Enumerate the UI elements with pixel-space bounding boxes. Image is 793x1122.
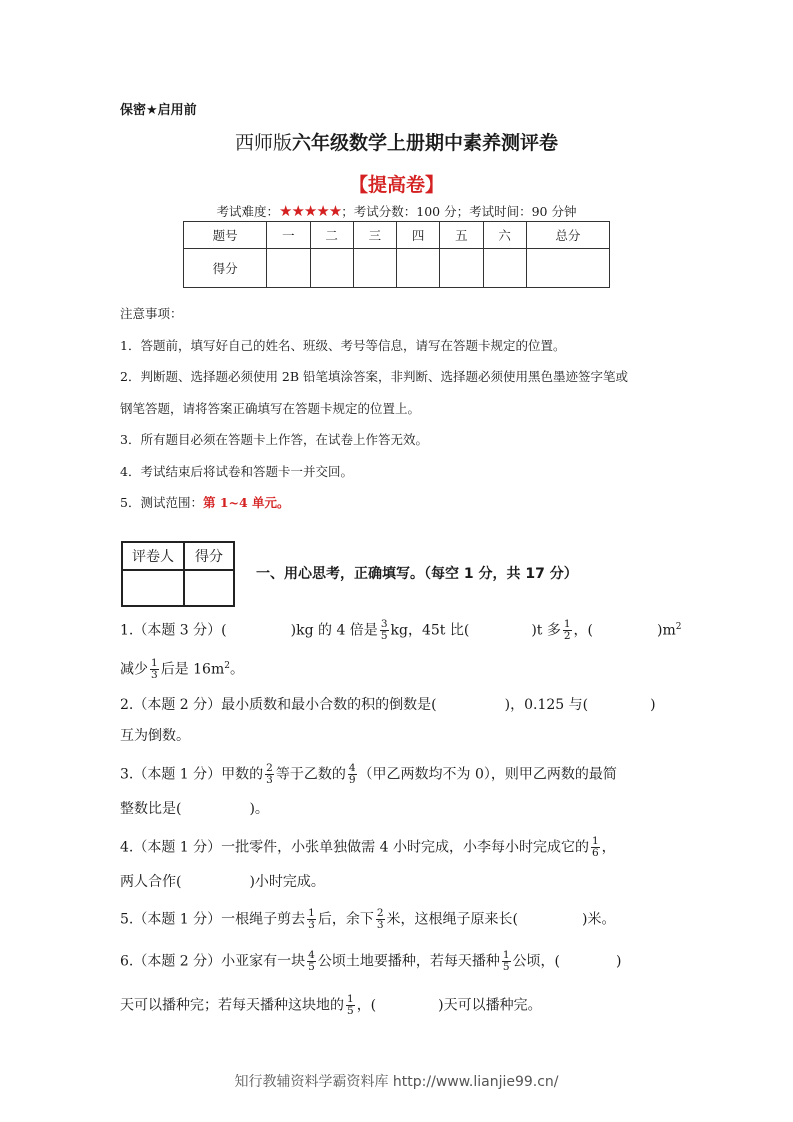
question-4-line-2: 两人合作( )小时完成。 xyxy=(120,874,325,890)
page-subtitle: 【提高卷】 xyxy=(348,174,444,196)
note-item: 4．考试结束后将试卷和答题卡一并交回。 xyxy=(120,463,353,479)
question-2-line-1: 2.（本题 2 分）最小质数和最小合数的积的倒数是( )，0.125 与( ) xyxy=(120,697,656,713)
question-6-line-1: 6.（本题 2 分）小亚家有一块 $\frac{4}{5}$ 公顷土地要播种，若每天播种 $\frac{1}{5}$ 公顷，( ) xyxy=(120,949,622,973)
fraction: $\frac{4}{5}$ xyxy=(308,949,315,973)
score-table-row xyxy=(184,249,610,288)
reviewer-cell xyxy=(122,570,184,606)
score-header-cell: 一 xyxy=(267,222,310,249)
section-1-heading: 一、用心思考，正确填写。（每空 1 分，共 17 分） xyxy=(256,566,578,582)
page-title xyxy=(0,128,793,155)
score-cell xyxy=(353,249,396,288)
question-3-line-1: 3.（本题 1 分）甲数的 $\frac{2}{3}$ 等于乙数的 $\frac{4}{9}$ （甲乙两数均不为 0），则甲乙两数的最简 xyxy=(120,762,617,786)
score-header-cell: 三 xyxy=(353,222,396,249)
score-header-cell: 四 xyxy=(397,222,440,249)
title-prefix: 西师版 xyxy=(234,132,292,154)
difficulty-stars-icon: ★★★★★ xyxy=(279,202,342,220)
question-1-line-2: 减少 $\frac{1}{3}$ 后是 $16m^2$。 xyxy=(120,657,244,682)
reviewer-label: 评卷人 xyxy=(122,542,184,570)
question-5: 5.（本题 1 分）一根绳子剪去 $\frac{1}{3}$ 后，余下 $\frac{2}{3}$ 米，这根绳子原来长( )米。 xyxy=(120,907,616,931)
note-item: 钢笔答题，请将答案正确填写在答题卡规定的位置上。 xyxy=(120,400,421,416)
confidential-label: 保密★启用前 xyxy=(120,103,197,118)
notes-section xyxy=(120,298,690,519)
fraction: $\frac{2}{3}$ xyxy=(266,762,273,786)
score-cell xyxy=(483,249,526,288)
footer-watermark: 知行教辅资料学霸资料库 http://www.lianjie99.cn/ xyxy=(234,1074,559,1090)
score-cell xyxy=(310,249,353,288)
score-cell xyxy=(440,249,483,288)
notes-heading: 注意事项： xyxy=(120,306,183,321)
score-cell xyxy=(397,249,440,288)
fraction: $\frac{4}{9}$ xyxy=(348,762,356,786)
score-header-cell: 五 xyxy=(440,222,483,249)
note-item: 3．所有题目必须在答题卡上作答，在试卷上作答无效。 xyxy=(120,432,428,447)
scope-value: 第 1~4 单元 xyxy=(202,495,278,510)
meta-rest: ；考试分数：100 分；考试时间：90 分钟 xyxy=(341,204,577,219)
fraction: $\frac{1}{3}$ xyxy=(151,657,158,682)
score-header-cell: 二 xyxy=(310,222,353,249)
fraction: $\frac{3}{5}$ xyxy=(380,618,388,643)
fraction: $\frac{1}{5}$ xyxy=(347,993,354,1017)
grader-score-label: 得分 xyxy=(184,542,234,570)
fraction: $\frac{1}{6}$ xyxy=(591,835,599,859)
question-4-line-1: 4.（本题 1 分）一批零件，小张单独做需 4 小时完成，小李每小时完成它的 $\frac{1}{6}$ ， xyxy=(120,835,616,859)
grader-box xyxy=(121,541,235,607)
difficulty-label: 考试难度： xyxy=(216,204,280,219)
score-cell xyxy=(526,249,609,288)
grader-score-cell xyxy=(184,570,234,606)
score-cell xyxy=(267,249,310,288)
question-1-line-1: 1.（本题 3 分）( )kg 的 4 倍是 $\frac{3}{5}$ kg，45t 比( )t 多 $\frac{1}{2}$ ，( )$m^2$ xyxy=(120,618,682,643)
score-header-cell: 六 xyxy=(483,222,526,249)
score-header-cell: 题号 xyxy=(184,222,267,249)
score-header-cell: 总分 xyxy=(526,222,609,249)
note-item: 1．答题前，填写好自己的姓名、班级、考号等信息，请写在答题卡规定的位置。 xyxy=(120,337,566,353)
note-item: 2．判断题、选择题必须使用 2B 铅笔填涂答案，非判断、选择题必须使用黑色墨迹签字笔或 xyxy=(120,369,629,384)
fraction: $\frac{1}{2}$ xyxy=(563,618,571,643)
fraction: $\frac{1}{3}$ xyxy=(308,907,315,931)
question-3-line-2: 整数比是( )。 xyxy=(120,801,269,817)
question-6-line-2: 天可以播种完；若每天播种这块地的 $\frac{1}{5}$ ，( )天可以播种完。 xyxy=(120,993,542,1017)
score-row-label: 得分 xyxy=(184,249,267,288)
exam-meta xyxy=(0,202,793,220)
score-table xyxy=(183,221,610,288)
fraction: $\frac{2}{3}$ xyxy=(376,907,384,931)
score-table-header xyxy=(184,222,610,249)
title-main: 六年级数学上册期中素养测评卷 xyxy=(292,132,559,154)
note-scope: 5．测试范围：第 1~4 单元。 xyxy=(120,495,290,510)
fraction: $\frac{1}{5}$ xyxy=(502,949,510,973)
question-2-line-2: 互为倒数。 xyxy=(120,728,190,744)
